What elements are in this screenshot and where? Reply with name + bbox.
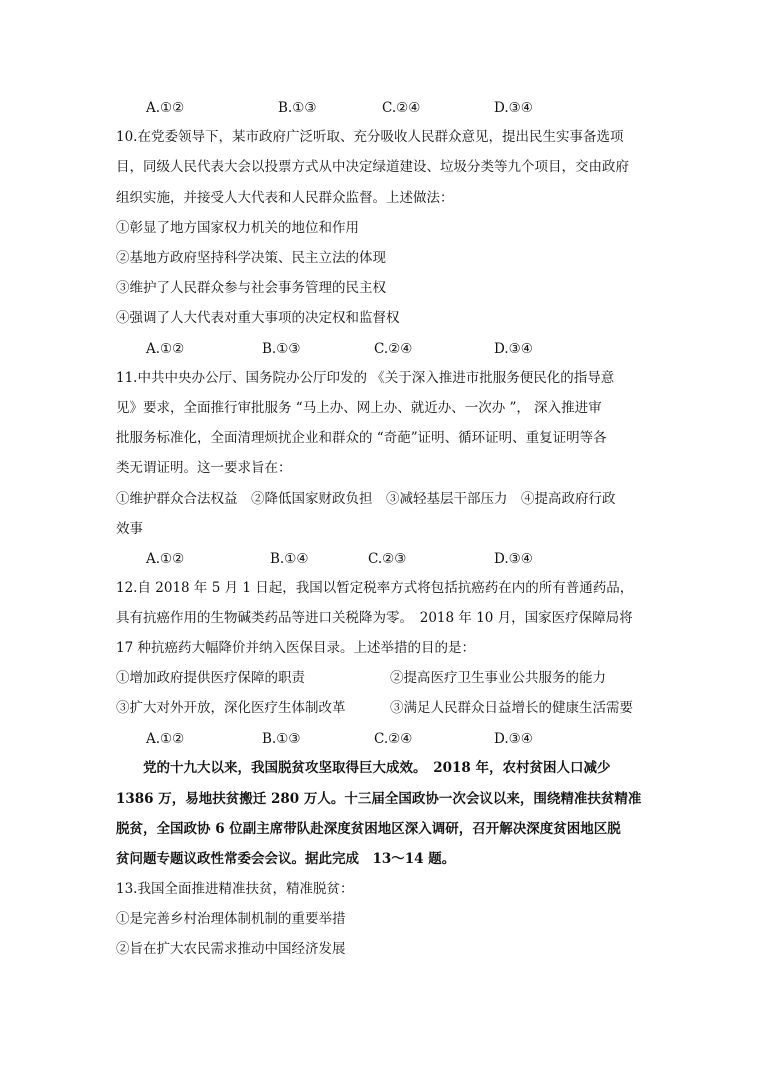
question-line: 组织实施，并接受人大代表和人民群众监督。上述做法： <box>116 190 454 206</box>
option-text: A.①② <box>146 731 185 747</box>
question-line: 10.在党委领导下，某市政府广泛听取、充分吸收人民群众意见，提出民生实事备选项 <box>116 129 624 145</box>
question-line: 类无谓证明。这一要求旨在： <box>116 460 292 476</box>
option-text: B.①③ <box>262 731 301 747</box>
passage-line: 党的十九大以来，我国脱贫攻坚取得巨大成效。 2018 年，农村贫困人口减少 <box>116 760 611 776</box>
passage-line: 脱贫，全国政协 6 位副主席带队赴深度贫困地区深入调研，召开解决深度贫困地区脱 <box>116 821 621 837</box>
question-line: 13.我国全面推进精准扶贫，精准脱贫： <box>116 881 354 897</box>
option-text: D.③④ <box>494 341 533 357</box>
question-line: ①彰显了地方国家权力机关的地位和作用 <box>116 220 359 236</box>
option-text: ③扩大对外开放，深化医疗生体制改革 <box>116 700 346 716</box>
option-text: B.①③ <box>278 100 317 116</box>
option-text: B.①③ <box>262 341 301 357</box>
question-line: ①维护群众合法权益 ②降低国家财政负担 ③减轻基层干部压力 ④提高政府行政 <box>116 491 616 507</box>
option-text: ①增加政府提供医疗保障的职责 <box>116 670 305 686</box>
option-text: ③满足人民群众日益增长的健康生活需要 <box>390 700 633 716</box>
question-line: 11.中共中央办公厅、国务院办公厅印发的 《关于深入推进市批服务便民化的指导意 <box>116 370 615 386</box>
passage-line: 1386 万，易地扶贫搬迁 280 万人。十三届全国政协一次会议以来，围绕精准扶贫精准 <box>116 791 642 807</box>
question-line: ①是完善乡村治理体制机制的重要举措 <box>116 911 346 927</box>
question-line: ②旨在扩大农民需求推动中国经济发展 <box>116 941 346 957</box>
question-line: 见》要求，全面推行审批服务 “马上办、网上办、就近办、一次办 ”， 深入推进审 <box>116 400 602 416</box>
option-text: A.①② <box>146 100 185 116</box>
question-line: 17 种抗癌药大幅降价并纳入医保目录。上述举措的目的是： <box>116 640 475 656</box>
question-line: 效事 <box>116 521 143 537</box>
option-text: D.③④ <box>494 731 533 747</box>
option-text: A.①② <box>146 551 185 567</box>
question-line: 批服务标准化，全面清理烦扰企业和群众的 “奇葩”证明、循环证明、重复证明等各 <box>116 430 607 446</box>
option-text: B.①④ <box>270 551 309 567</box>
option-text: C.②④ <box>374 341 413 357</box>
question-line: ③维护了人民群众参与社会事务管理的民主权 <box>116 280 386 296</box>
question-line: ④强调了人大代表对重大事项的决定权和监督权 <box>116 310 400 326</box>
passage-line: 贫问题专题议政性常委会会议。据此完成 13～14 题。 <box>116 851 456 867</box>
question-line: 具有抗癌作用的生物碱类药品等进口关税降为零。 2018 年 10 月，国家医疗保障局将 <box>116 610 633 626</box>
option-text: ②提高医疗卫生事业公共服务的能力 <box>390 670 606 686</box>
option-text: C.②④ <box>374 731 413 747</box>
question-line: 12.自 2018 年 5 月 1 日起，我国以暂定税率方式将包括抗癌药在内的所有普通药品， <box>116 580 634 596</box>
question-line: 目，同级人民代表大会以投票方式从中决定绿道建设、垃圾分类等九个项目，交由政府 <box>116 159 629 175</box>
option-text: C.②④ <box>382 100 421 116</box>
option-text: D.③④ <box>494 551 533 567</box>
option-text: D.③④ <box>494 100 533 116</box>
option-text: A.①② <box>146 341 185 357</box>
option-text: C.②③ <box>368 551 407 567</box>
question-line: ②基地方政府坚持科学决策、民主立法的体现 <box>116 250 386 266</box>
